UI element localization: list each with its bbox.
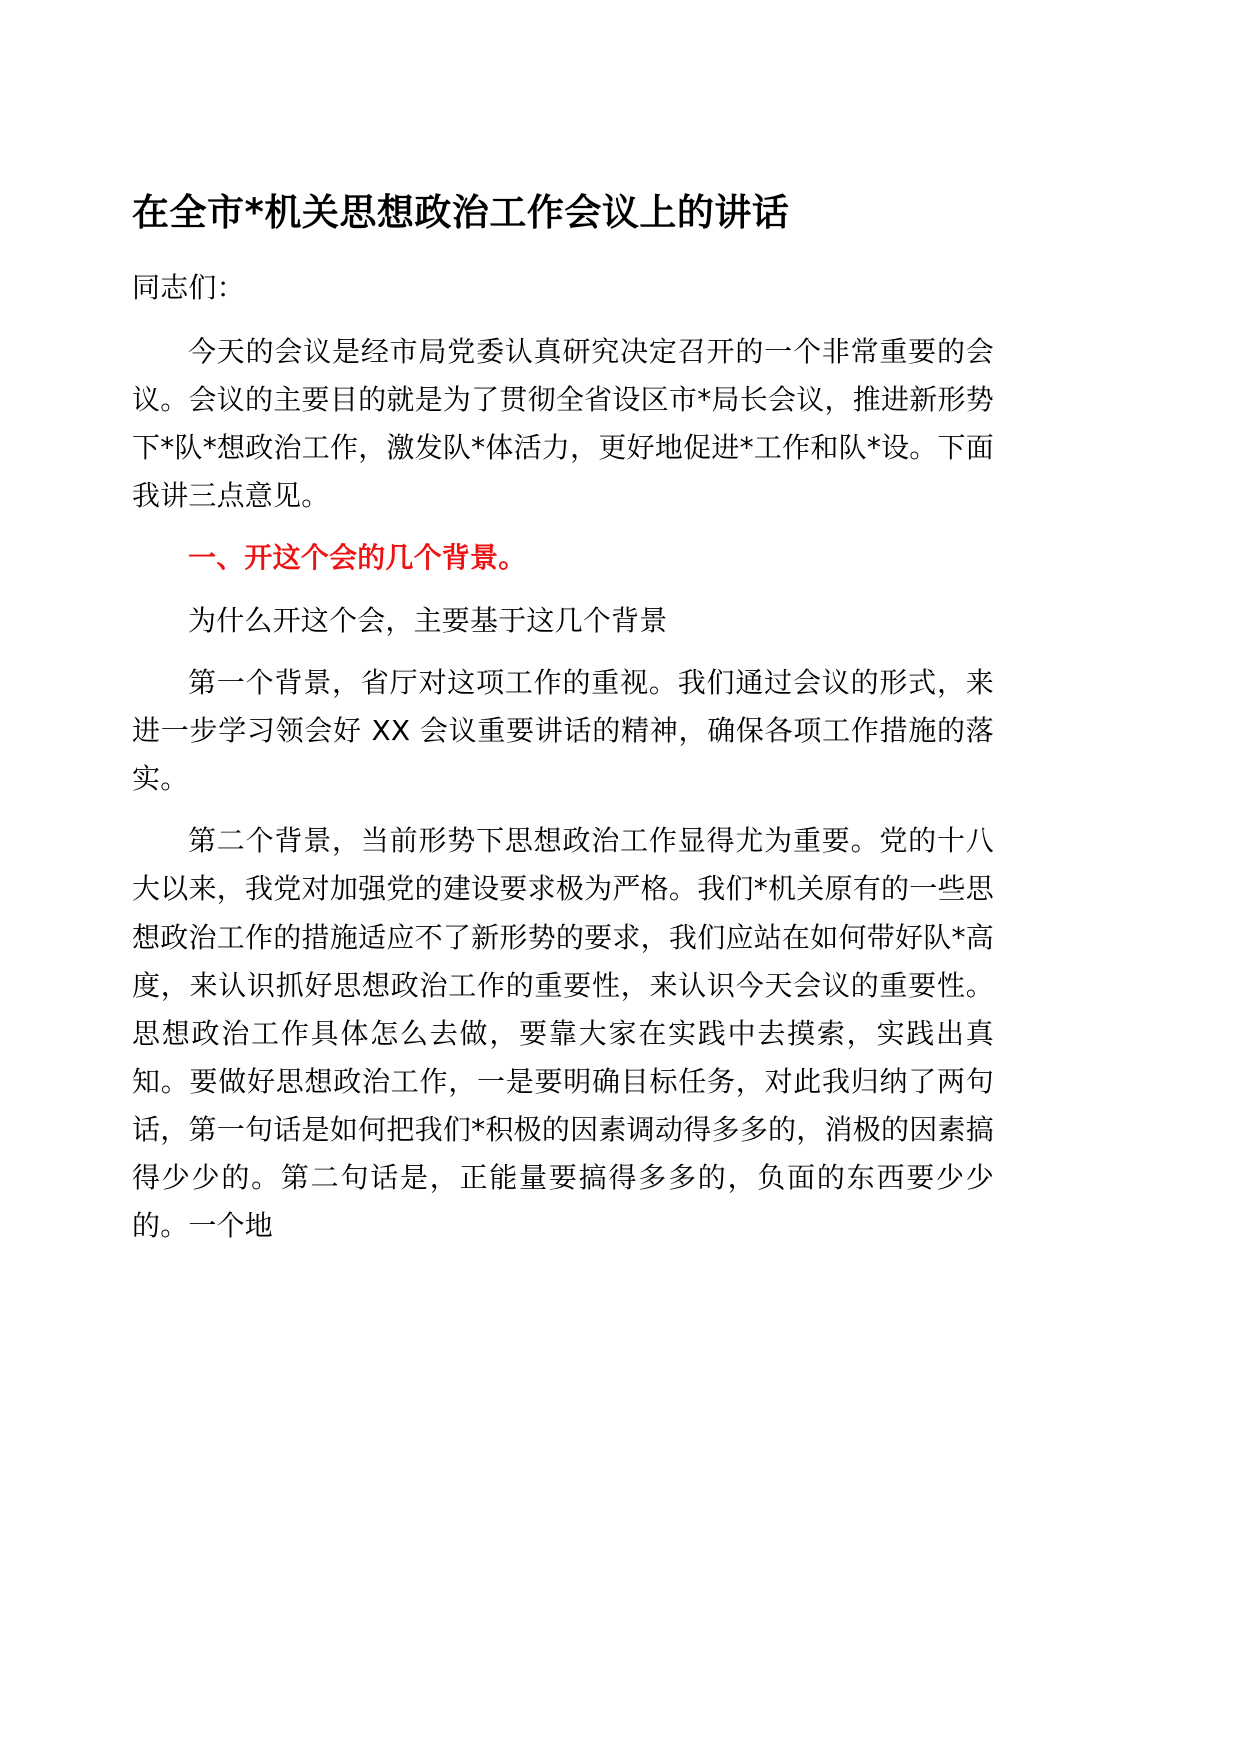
- paragraph-opening: 今天的会议是经市局党委认真研究决定召开的一个非常重要的会议。会议的主要目的就是为了贯彻全省设区市*局长会议，推进新形势下*队*想政治工作，激发队*体活力，更好地促进*工作和队*设。下面我讲三点意见。: [132, 334, 994, 513]
- document-body: [132, 186, 994, 1265]
- salutation-line: 同志们：: [132, 270, 245, 304]
- section-heading-one: 一、开这个会的几个背景。: [188, 541, 527, 575]
- paragraph-background-intro: 为什么开这个会，主要基于这几个背景: [188, 603, 668, 637]
- page-title: 在全市*机关思想政治工作会议上的讲话: [132, 191, 790, 234]
- paragraph-background-second: 第二个背景，当前形势下思想政治工作显得尤为重要。党的十八大以来，我党对加强党的建设要求极为严格。我们*机关原有的一些思想政治工作的措施适应不了新形势的要求，我们应站在如何带好队*高度，来认识抓好思想政治工作的重要性，来认识今天会议的重要性。思想政治工作具体怎么去做，要靠大家在实践中去摸索，实践出真知。要做好思想政治工作，一是要明确目标任务，对此我归纳了两句话，第一句话是如何把我们*积极的因素调动得多多的，消极的因素搞得少少的。第二句话是，正能量要搞得多多的，负面的东西要少少的。一个地: [132, 824, 994, 1243]
- paragraph-background-first: 第一个背景，省厅对这项工作的重视。我们通过会议的形式，来进一步学习领会好 XX 会议重要讲话的精神，确保各项工作措施的落实。: [132, 665, 994, 796]
